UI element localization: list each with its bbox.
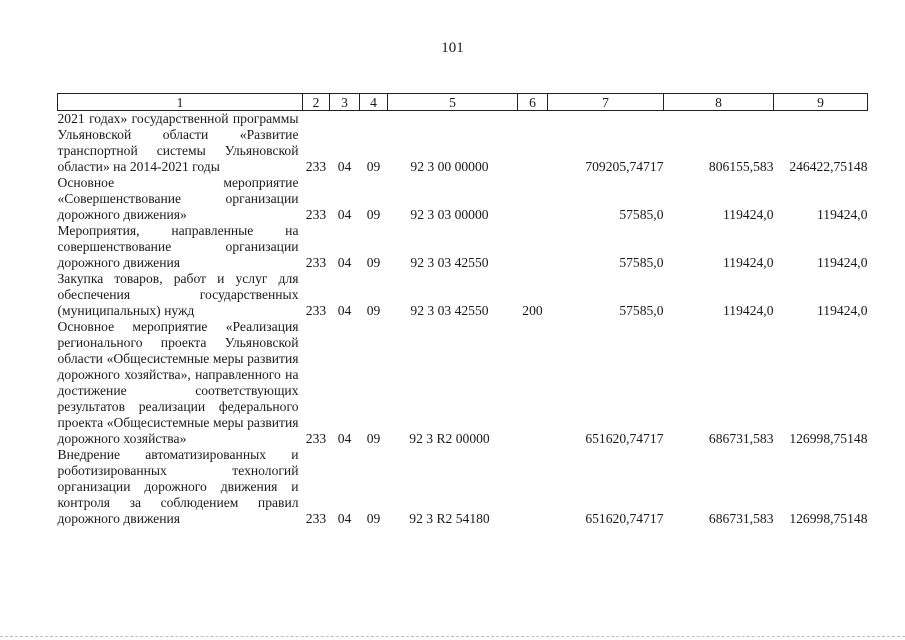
column-header: 7	[548, 94, 664, 111]
table-row	[58, 111, 868, 176]
row-code-2: 233	[305, 255, 327, 270]
row-code-2: 233	[305, 207, 327, 222]
row-name: Закупка товаров, работ и услуг для обеспечения государственных (муниципальных) нужд	[57, 271, 299, 318]
row-code-3: 04	[337, 207, 352, 222]
row-code-6	[518, 319, 548, 447]
row-code-3: 04	[337, 159, 352, 174]
row-code-4: 09	[366, 255, 381, 270]
row-code-4: 09	[366, 511, 381, 526]
row-amount-7: 57585,0	[619, 255, 664, 270]
row-amount-8: 806155,583	[708, 159, 774, 174]
column-header: 1	[58, 94, 303, 111]
row-amount-7: 57585,0	[619, 207, 664, 222]
row-code-5: 92 3 03 00000	[410, 207, 489, 222]
row-amount-8: 119424,0	[723, 207, 774, 222]
row-amount-8: 686731,583	[708, 431, 774, 446]
row-code-6: 200	[522, 303, 543, 318]
row-code-2: 233	[305, 303, 327, 318]
column-header: 2	[303, 94, 330, 111]
row-amount-8: 686731,583	[708, 511, 774, 526]
row-name: 2021 годах» государственной программы Ульяновской области «Развитие транспортной системы Ульяновской области» на 2014-2021 годы	[57, 111, 299, 174]
row-code-2: 233	[305, 431, 327, 446]
table-row	[58, 223, 868, 271]
row-code-4: 09	[366, 303, 381, 318]
row-name: Внедрение автоматизированных и роботизированных технологий организации дорожного движения и контроля за соблюдением правил дорожного движения	[57, 447, 299, 526]
row-amount-9: 119424,0	[817, 303, 868, 318]
row-code-5: 92 3 03 42550	[410, 303, 489, 318]
row-code-4: 09	[366, 159, 381, 174]
row-code-3: 04	[337, 511, 352, 526]
page-number: 101	[441, 40, 464, 56]
row-code-3: 04	[337, 431, 352, 446]
column-header: 4	[360, 94, 388, 111]
scan-edge-line	[0, 636, 905, 637]
row-code-4: 09	[366, 431, 381, 446]
row-code-6	[518, 223, 548, 271]
row-code-5: 92 3 00 00000	[410, 159, 489, 174]
row-code-5: 92 3 R2 00000	[409, 431, 490, 446]
row-code-2: 233	[305, 511, 327, 526]
row-code-6	[518, 175, 548, 223]
row-code-3: 04	[337, 255, 352, 270]
row-amount-9: 126998,75148	[789, 431, 868, 446]
row-code-3: 04	[337, 303, 352, 318]
row-code-5: 92 3 03 42550	[410, 255, 489, 270]
row-name: Основное мероприятие «Совершенствование организации дорожного движения»	[57, 175, 299, 222]
table-row	[58, 271, 868, 319]
row-amount-9: 246422,75148	[789, 159, 868, 174]
row-amount-8: 119424,0	[723, 303, 774, 318]
column-header: 3	[330, 94, 360, 111]
row-amount-9: 126998,75148	[789, 511, 868, 526]
table-row	[58, 319, 868, 447]
row-amount-8: 119424,0	[723, 255, 774, 270]
row-amount-7: 651620,74717	[585, 431, 664, 446]
budget-table	[57, 93, 868, 527]
row-code-6	[518, 111, 548, 176]
header-row	[58, 94, 868, 111]
row-amount-7: 57585,0	[619, 303, 664, 318]
column-header: 9	[774, 94, 868, 111]
row-amount-7: 651620,74717	[585, 511, 664, 526]
column-header: 5	[388, 94, 518, 111]
table-row	[58, 175, 868, 223]
table-row	[58, 447, 868, 527]
row-amount-9: 119424,0	[817, 207, 868, 222]
row-name: Мероприятия, направленные на совершенствование организации дорожного движения	[57, 223, 299, 270]
row-code-4: 09	[366, 207, 381, 222]
row-amount-9: 119424,0	[817, 255, 868, 270]
column-header: 6	[518, 94, 548, 111]
row-amount-7: 709205,74717	[585, 159, 664, 174]
row-name: Основное мероприятие «Реализация регионального проекта Ульяновской области «Общесистемные меры развития дорожного хозяйства», направленного на достижение соответствующих результатов реализации федерального проекта «Общесистемные меры развития дорожного хозяйства»	[57, 319, 299, 446]
row-code-2: 233	[305, 159, 327, 174]
row-code-5: 92 3 R2 54180	[409, 511, 490, 526]
column-header: 8	[664, 94, 774, 111]
row-code-6	[518, 447, 548, 527]
